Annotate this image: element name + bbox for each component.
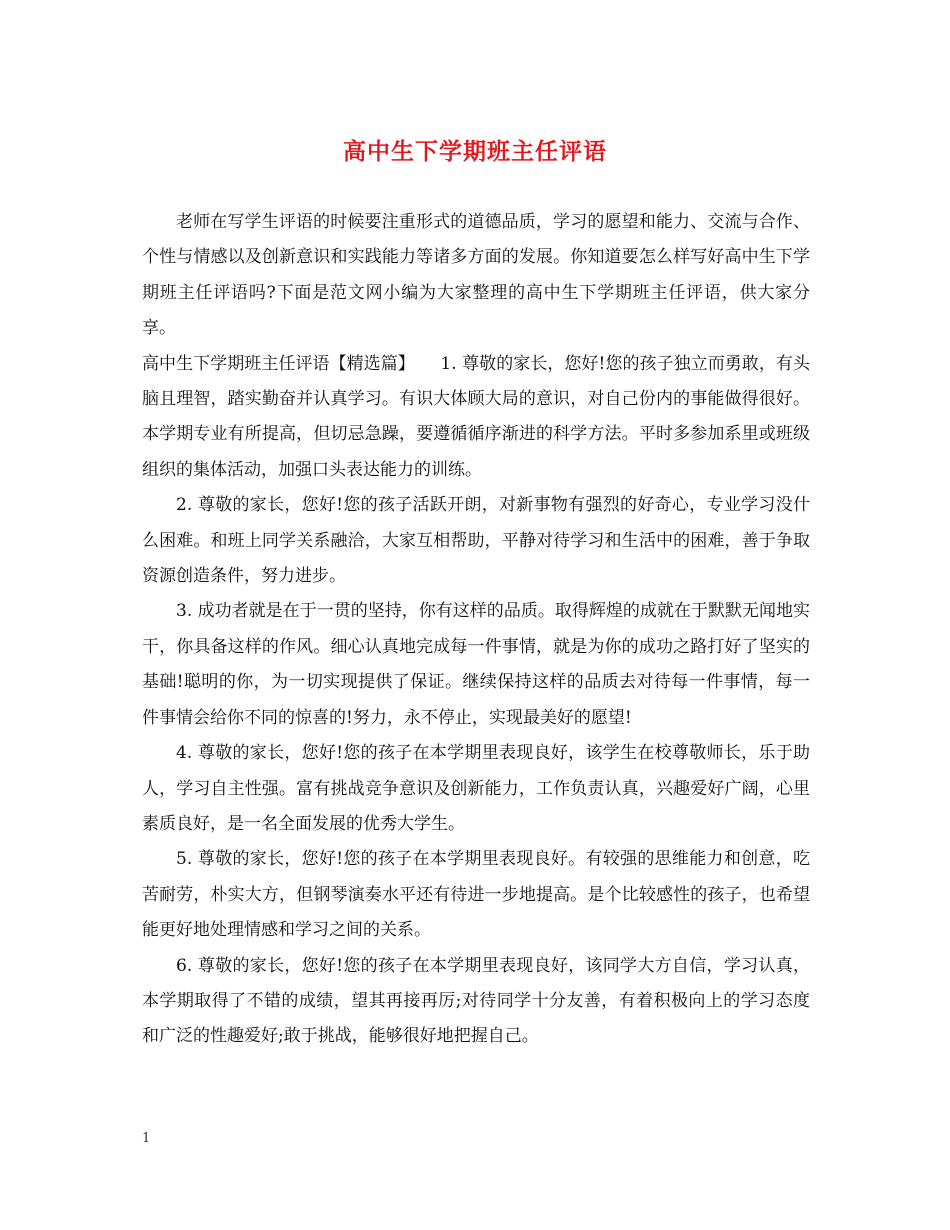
comment-paragraph-2: 2. 尊敬的家长，您好!您的孩子活跃开朗，对新事物有强烈的好奇心，专业学习没什么困难。和班上同学关系融洽，大家互相帮助，平静对待学习和生活中的困难，善于争取资源创造条件，努力进步。 <box>142 495 810 587</box>
document-title: 高中生下学期班主任评语 <box>343 138 607 165</box>
section-heading-paragraph: 高中生下学期班主任评语【精选篇】 1. 尊敬的家长，您好!您的孩子独立而勇敢，有头脑且理智，踏实勤奋并认真学习。有识大体顾大局的意识，对自己份内的事能做得很好。本学期专业有所提高，但切忌急躁，要遵循循序渐进的科学方法。平时多参加系里或班级组织的集体活动，加强口头表达能力的训练。 <box>142 353 810 480</box>
comment-paragraph-5: 5. 尊敬的家长，您好!您的孩子在本学期里表现良好。有较强的思维能力和创意，吃苦耐劳，朴实大方，但钢琴演奏水平还有待进一步地提高。是个比较感性的孩子，也希望能更好地处理情感和学习之间的关系。 <box>142 849 810 941</box>
intro-paragraph: 老师在写学生评语的时候要注重形式的道德品质，学习的愿望和能力、交流与合作、个性与情感以及创新意识和实践能力等诸多方面的发展。你知道要怎么样写好高中生下学期班主任评语吗?下面是范文网小编为大家整理的高中生下学期班主任评语，供大家分享。 <box>142 212 810 339</box>
document-body <box>142 205 810 1055</box>
comment-paragraph-3: 3. 成功者就是在于一贯的坚持，你有这样的品质。取得辉煌的成就在于默默无闻地实干，你具备这样的作风。细心认真地完成每一件事情，就是为你的成功之路打好了坚实的基础!聪明的你，为一切实现提供了保证。继续保持这样的品质去对待每一件事情，每一件事情会给你不同的惊喜的!努力，永不停止，实现最美好的愿望! <box>142 601 810 728</box>
comment-paragraph-6: 6. 尊敬的家长，您好!您的孩子在本学期里表现良好，该同学大方自信，学习认真，本学期取得了不错的成绩，望其再接再厉;对待同学十分友善，有着积极向上的学习态度和广泛的性趣爱好;敢于挑战，能够很好地把握自己。 <box>142 955 810 1047</box>
page-number: 1 <box>142 1131 151 1146</box>
comment-paragraph-4: 4. 尊敬的家长，您好!您的孩子在本学期里表现良好，该学生在校尊敬师长，乐于助人，学习自主性强。富有挑战竞争意识及创新能力，工作负责认真，兴趣爱好广阔，心里素质良好，是一名全面发展的优秀大学生。 <box>142 743 810 834</box>
